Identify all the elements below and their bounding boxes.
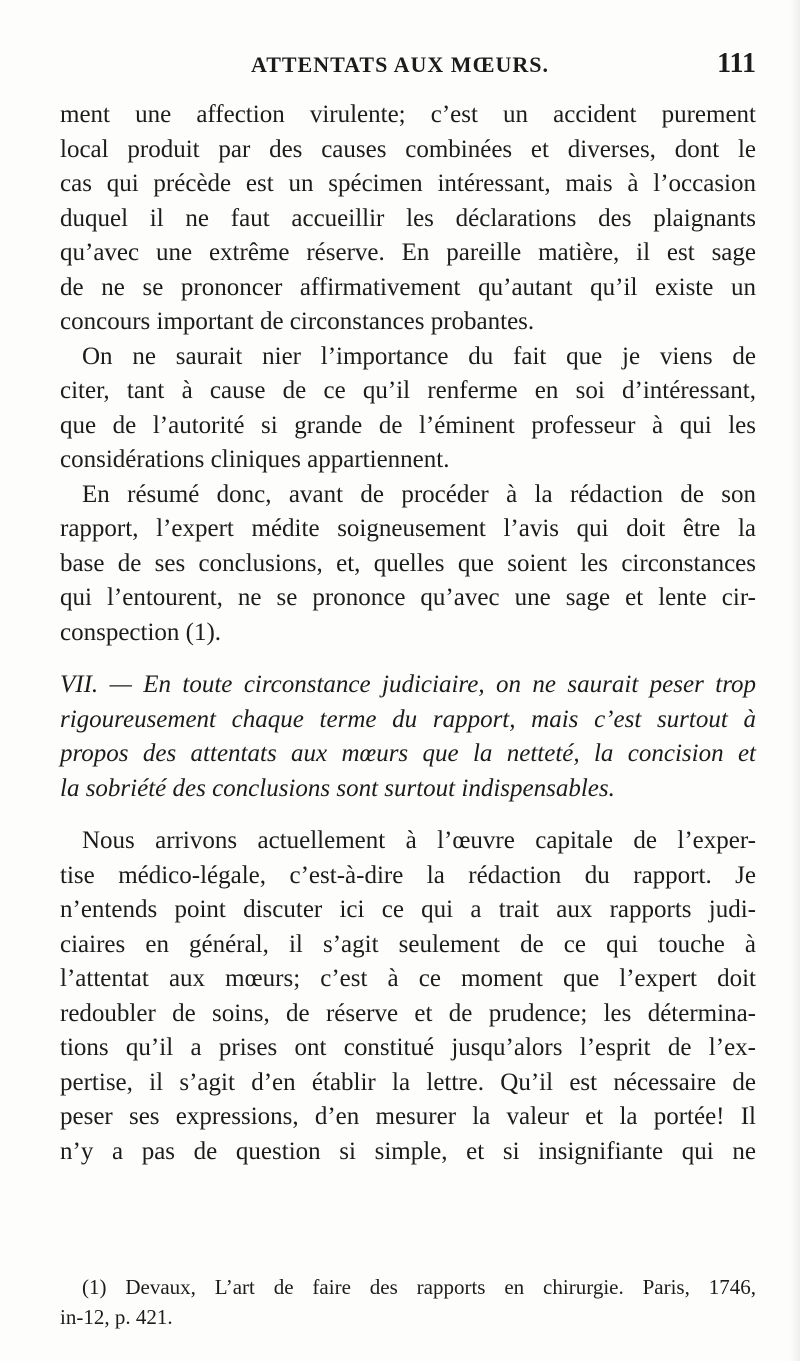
text-line: cas qui précède est un spécimen intéressant, mais à l’occasion bbox=[60, 170, 756, 197]
text-line: redoubler de soins, de réserve et de prudence; les détermina- bbox=[60, 999, 756, 1027]
text-line: rapport, l’expert médite soigneusement l’avis qui doit être la bbox=[60, 515, 756, 542]
body-text bbox=[60, 98, 756, 1169]
text-line: propos des attentats aux mœurs que la netteté, la concision et bbox=[60, 740, 756, 767]
text-line: duquel il ne faut accueillir les déclarations des plaignants bbox=[60, 204, 756, 232]
text-line: pertise, il s’agit d’en établir la lettre. Qu’il est nécessaire de bbox=[60, 1068, 756, 1096]
text-line: concours important de circonstances probantes. bbox=[60, 308, 535, 335]
page-header bbox=[40, 48, 760, 92]
text-line: VII. — En toute circonstance judiciaire, on ne saurait peser trop bbox=[60, 671, 756, 698]
page-edge-shadow bbox=[790, 0, 800, 1361]
text-line: base de ses conclusions, et, quelles que soient les circonstances bbox=[60, 549, 756, 577]
text-line: Nous arrivons actuellement à l’œuvre capitale de l’exper- bbox=[82, 827, 756, 854]
text-line: qu’avec une extrême réserve. En pareille matière, il est sage bbox=[60, 239, 756, 266]
footnotes bbox=[60, 1272, 756, 1332]
text-line: On ne saurait nier l’importance du fait que je viens de bbox=[82, 342, 756, 370]
section-gap bbox=[60, 650, 756, 668]
text-line: local produit par des causes combinées et diverses, dont le bbox=[60, 135, 756, 163]
text-line: peser ses expressions, d’en mesurer la valeur et la portée! Il bbox=[60, 1103, 756, 1130]
section-gap bbox=[60, 806, 756, 824]
page-number: 111 bbox=[717, 48, 756, 79]
text-line: tions qu’il a prises ont constitué jusqu’alors l’esprit de l’ex- bbox=[60, 1034, 756, 1061]
text-line: En résumé donc, avant de procéder à la rédaction de son bbox=[82, 480, 756, 508]
paragraph bbox=[60, 478, 756, 651]
footnote-line: in-12, p. 421. bbox=[60, 1305, 173, 1329]
paragraph bbox=[60, 824, 756, 1169]
text-line: n’y a pas de question si simple, et si insignifiante qui ne bbox=[60, 1137, 756, 1165]
footnote-line: (1) Devaux, L’art de faire des rapports en chirurgie. Paris, 1746, bbox=[82, 1275, 756, 1299]
text-line: de ne se prononcer affirmativement qu’autant qu’il existe un bbox=[60, 273, 756, 301]
text-line: considérations cliniques appartiennent. bbox=[60, 446, 450, 473]
running-head: ATTENTATS AUX MŒURS. bbox=[250, 52, 550, 77]
text-line: tise médico-légale, c’est-à-dire la rédaction du rapport. Je bbox=[60, 861, 756, 889]
text-line: que de l’autorité si grande de l’éminent professeur à qui les bbox=[60, 411, 756, 439]
text-line: la sobriété des conclusions sont surtout indispensables. bbox=[60, 774, 615, 802]
text-line: citer, tant à cause de ce qu’il renferme en soi d’intéressant, bbox=[60, 377, 756, 404]
paragraph bbox=[60, 98, 756, 340]
paragraph bbox=[60, 340, 756, 478]
text-line: n’entends point discuter ici ce qui a trait aux rapports judi- bbox=[60, 896, 756, 923]
section-heading-paragraph bbox=[60, 668, 756, 806]
text-line: ciaires en général, il s’agit seulement de ce qui touche à bbox=[60, 930, 756, 958]
text-line: l’attentat aux mœurs; c’est à ce moment que l’expert doit bbox=[60, 965, 756, 992]
text-line: qui l’entourent, ne se prononce qu’avec une sage et lente cir- bbox=[60, 584, 756, 611]
text-line: rigoureusement chaque terme du rapport, mais c’est surtout à bbox=[60, 705, 756, 733]
text-line: conspection (1). bbox=[60, 618, 222, 646]
text-line: ment une affection virulente; c’est un accident purement bbox=[60, 101, 756, 128]
